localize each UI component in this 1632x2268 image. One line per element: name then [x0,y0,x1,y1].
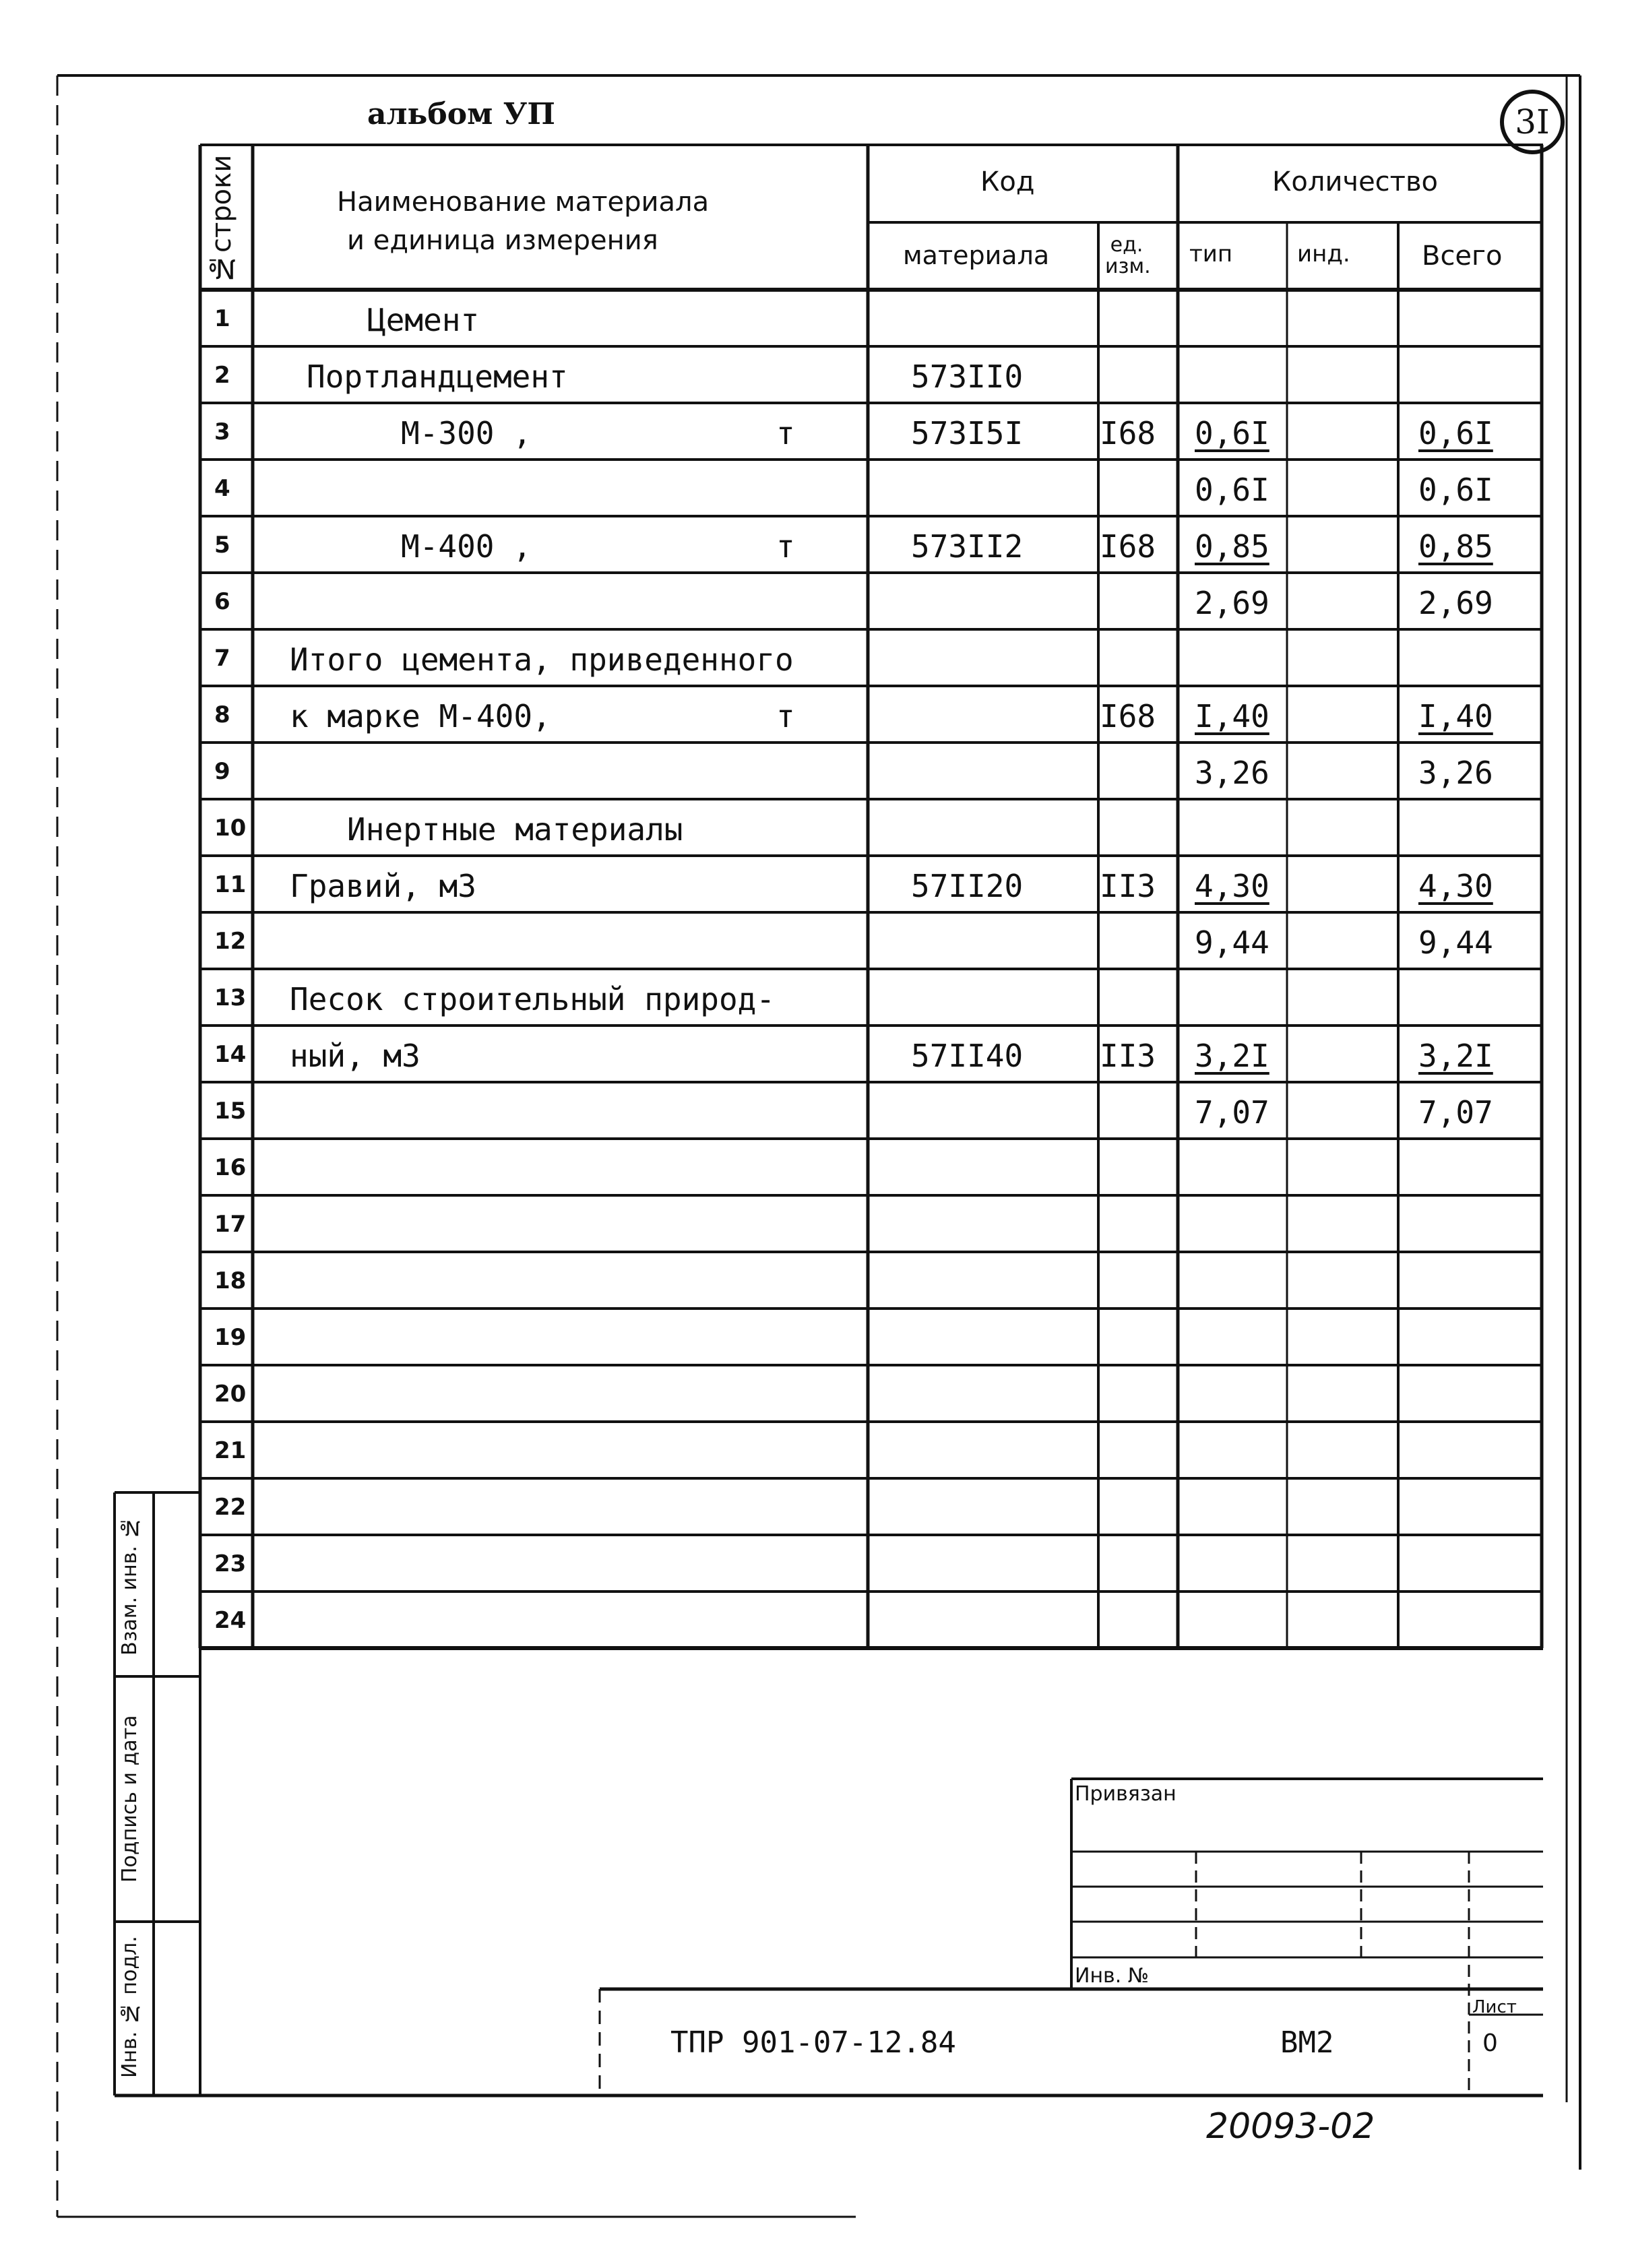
quantity-typ: 4,30 [1195,868,1269,904]
side-label-podpis: Подпись и дата [118,1715,142,1883]
row-number: 5 [214,532,230,559]
row-number: 14 [214,1041,247,1068]
row-number: 10 [214,815,247,842]
header-code: Код [980,166,1035,197]
quantity-total: 9,44 [1418,924,1493,961]
material-name: Гравий, м3 [290,868,476,904]
row-number: 15 [214,1098,247,1125]
row-number: 11 [214,871,247,898]
material-code: 573II2 [911,528,1024,565]
quantity-total: 3,2I [1418,1038,1493,1074]
header-row-number: №строки [206,154,237,284]
stamp-sheet-label: Лист [1472,1997,1517,2017]
row-number: 8 [214,701,230,728]
quantity-typ: 0,6I [1195,472,1269,508]
row-number: 2 [214,362,230,389]
quantity-total: 3,26 [1418,755,1493,791]
row-number: 6 [214,588,230,615]
stamp-album: ВМ2 [1280,2025,1334,2060]
quantity-typ: 7,07 [1195,1094,1269,1131]
row-number: 19 [214,1324,247,1351]
unit-code: I68 [1100,698,1156,734]
quantity-typ: 9,44 [1195,924,1269,961]
unit-mark: т [776,698,795,734]
material-name: ный, м3 [290,1038,420,1074]
row-number: 17 [214,1211,247,1238]
unit-mark: т [776,528,795,565]
quantity-typ: 0,6I [1195,415,1269,451]
row-number: 4 [214,475,230,502]
header-unit: ед. изм. [1105,233,1151,278]
stamp-privyazan: Привязан [1075,1782,1176,1806]
material-name: Цемент [367,302,480,338]
material-code: 573II0 [911,358,1024,395]
quantity-typ: 0,85 [1195,528,1269,565]
material-code: 57II40 [911,1038,1024,1074]
header-material: материала [903,241,1050,270]
stamp-sheet-value: 0 [1482,2029,1498,2057]
row-number: 1 [214,305,230,332]
quantity-total: 2,69 [1418,585,1493,621]
row-number: 21 [214,1437,247,1464]
material-code: 57II20 [911,868,1024,904]
material-name: Песок строительный природ- [290,981,776,1017]
stamp-inv-no: Инв. № [1075,1964,1150,1988]
row-number: 12 [214,928,247,955]
stamp-doc-code: ТПР 901-07-12.84 [670,2025,956,2060]
row-number: 20 [214,1381,247,1408]
quantity-total: 0,6I [1418,472,1493,508]
unit-code: II3 [1100,1038,1156,1074]
unit-code: II3 [1100,868,1156,904]
material-name: Портландцемент [307,358,568,395]
row-number: 22 [214,1494,247,1521]
unit-code: I68 [1100,415,1156,451]
quantity-total: 0,85 [1418,528,1493,565]
row-number: 13 [214,984,247,1011]
header-ind: инд. [1297,241,1350,267]
sheet-number: 3I [1500,90,1565,154]
header-total: Всего [1422,241,1503,272]
quantity-total: 7,07 [1418,1094,1493,1131]
unit-mark: т [776,415,795,451]
header-typ: тип [1189,241,1233,267]
row-number: 23 [214,1550,247,1577]
material-name: М-300 , [401,415,532,451]
material-name: к марке М-400, [290,698,551,734]
header-name-line2: и единица измерения [347,225,658,256]
side-label-vzam: Взам. инв. № [118,1515,142,1656]
material-code: 573I5I [911,415,1024,451]
quantity-typ: 3,26 [1195,755,1269,791]
quantity-typ: 2,69 [1195,585,1269,621]
album-title: альбом УП [367,97,555,131]
material-name: Инертные материалы [347,811,683,848]
footer-handwritten-number: 20093-02 [1206,2106,1375,2147]
row-number: 24 [214,1607,247,1634]
material-name: Итого цемента, приведенного [290,641,794,678]
row-number: 16 [214,1154,247,1181]
quantity-total: 4,30 [1418,868,1493,904]
side-label-inv-podl: Инв. № подл. [118,1936,142,2079]
material-name: М-400 , [401,528,532,565]
quantity-total: I,40 [1418,698,1493,734]
quantity-typ: 3,2I [1195,1038,1269,1074]
header-quantity: Количество [1272,166,1439,197]
header-name-line1: Наименование материала [337,187,710,218]
row-number: 7 [214,645,230,672]
quantity-typ: I,40 [1195,698,1269,734]
row-number: 3 [214,418,230,445]
row-number: 18 [214,1267,247,1294]
unit-code: I68 [1100,528,1156,565]
row-number: 9 [214,758,230,785]
quantity-total: 0,6I [1418,415,1493,451]
